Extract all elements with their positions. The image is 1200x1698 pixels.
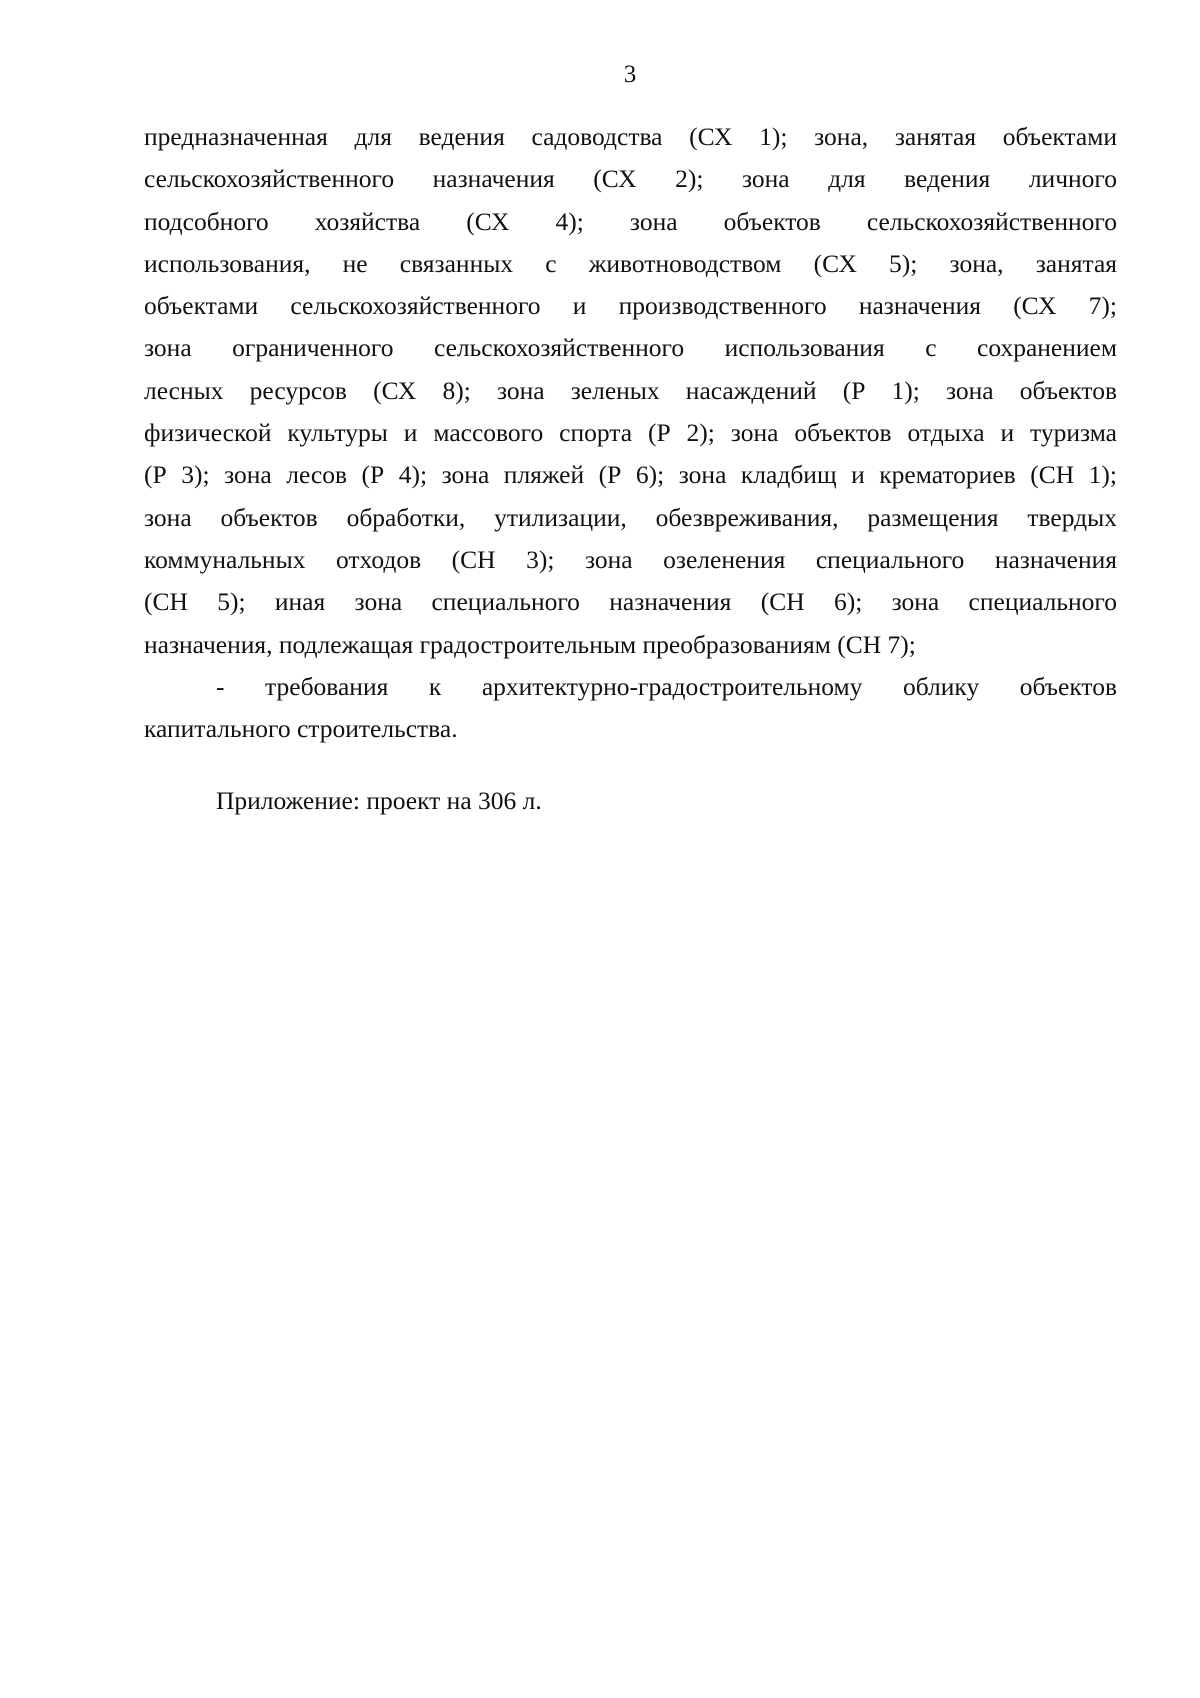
body-line: физической культуры и массового спорта (Р 2); зона объектов отдыха и туризма: [144, 418, 1117, 448]
body-line: (Р 3); зона лесов (Р 4); зона пляжей (Р 6); зона кладбищ и крематориев (СН 1);: [144, 460, 1117, 490]
page-number: 3: [623, 61, 637, 88]
body-line: объектами сельскохозяйственного и производственного назначения (СХ 7);: [144, 291, 1117, 321]
requirements-line: - требования к архитектурно-градостроительному облику объектов: [216, 671, 1117, 701]
body-line: коммунальных отходов (СН 3); зона озеленения специального назначения: [144, 544, 1117, 574]
body-line: предназначенная для ведения садоводства (СХ 1); зона, занятая объектами: [144, 122, 1117, 151]
body-line: лесных ресурсов (СХ 8); зона зеленых насаждений (Р 1); зона объектов: [144, 375, 1117, 405]
body-line: зона ограниченного сельскохозяйственного использования с сохранением: [144, 333, 1117, 363]
body-line: назначения, подлежащая градостроительным преобразованиям (СН 7);: [144, 629, 916, 659]
body-line: сельскохозяйственного назначения (СХ 2); зона для ведения личного: [144, 164, 1117, 194]
attachment-note: Приложение: проект на 306 л.: [216, 786, 542, 815]
body-line: (СН 5); иная зона специального назначения (СН 6); зона специального: [144, 587, 1117, 617]
body-line: подсобного хозяйства (СХ 4); зона объектов сельскохозяйственного: [144, 206, 1117, 236]
body-line: использования, не связанных с животноводством (СХ 5); зона, занятая: [144, 248, 1117, 278]
body-text: [144, 116, 1117, 750]
body-line: зона объектов обработки, утилизации, обезвреживания, размещения твердых: [144, 502, 1117, 532]
requirements-line: капитального строительства.: [144, 714, 458, 744]
